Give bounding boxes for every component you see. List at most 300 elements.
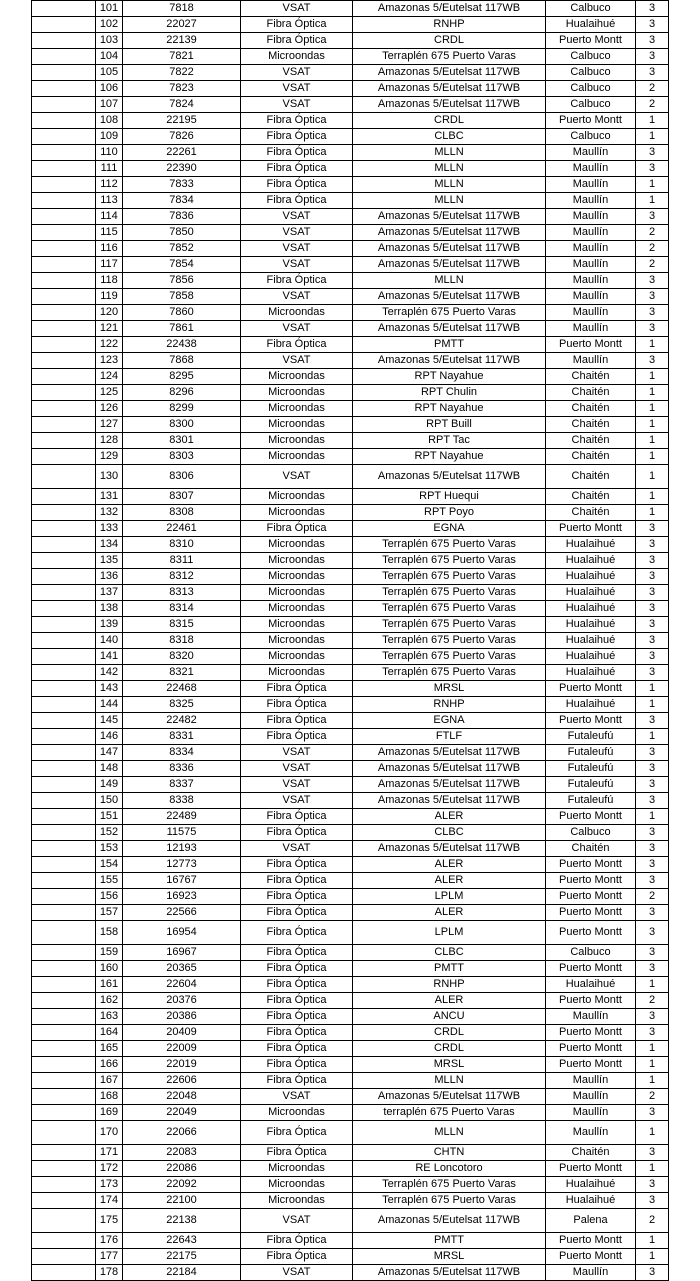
cell-id: 22184 [123, 1265, 241, 1281]
cell-id: 22048 [123, 1089, 241, 1105]
cell-comuna: Chaitén [546, 417, 636, 433]
cell-site: ANCU [353, 1009, 546, 1025]
cell-comuna: Puerto Montt [546, 905, 636, 921]
cell-comuna: Maullín [546, 257, 636, 273]
cell-comuna: Puerto Montt [546, 33, 636, 49]
cell-row-number: 175 [96, 1209, 123, 1233]
cell-id: 22604 [123, 977, 241, 993]
table-row [32, 1073, 669, 1089]
cell-row-number: 157 [96, 905, 123, 921]
cell-id: 7824 [123, 97, 241, 113]
cell-id: 7856 [123, 273, 241, 289]
cell-empty [32, 177, 96, 193]
cell-empty [32, 681, 96, 697]
cell-row-number: 129 [96, 449, 123, 465]
table-body [32, 1, 669, 1281]
table-row [32, 889, 669, 905]
cell-id: 11575 [123, 825, 241, 841]
cell-value: 3 [636, 1145, 669, 1161]
cell-row-number: 173 [96, 1177, 123, 1193]
cell-row-number: 131 [96, 489, 123, 505]
cell-site: Amazonas 5/Eutelsat 117WB [353, 321, 546, 337]
cell-comuna: Puerto Montt [546, 521, 636, 537]
cell-value: 3 [636, 17, 669, 33]
cell-id: 20409 [123, 1025, 241, 1041]
cell-technology: VSAT [241, 225, 353, 241]
table-row [32, 257, 669, 273]
cell-id: 20365 [123, 961, 241, 977]
cell-empty [32, 449, 96, 465]
cell-id: 7852 [123, 241, 241, 257]
table-row [32, 1105, 669, 1121]
cell-value: 3 [636, 65, 669, 81]
cell-row-number: 135 [96, 553, 123, 569]
cell-site: Terraplén 675 Puerto Varas [353, 569, 546, 585]
cell-site: MLLN [353, 1121, 546, 1145]
cell-value: 2 [636, 225, 669, 241]
cell-value: 3 [636, 633, 669, 649]
table-row [32, 697, 669, 713]
cell-comuna: Chaitén [546, 401, 636, 417]
cell-row-number: 112 [96, 177, 123, 193]
cell-value: 1 [636, 1073, 669, 1089]
cell-empty [32, 665, 96, 681]
cell-empty [32, 1121, 96, 1145]
cell-comuna: Calbuco [546, 129, 636, 145]
cell-comuna: Puerto Montt [546, 921, 636, 945]
cell-comuna: Hualaihué [546, 585, 636, 601]
cell-id: 22086 [123, 1161, 241, 1177]
cell-site: Amazonas 5/Eutelsat 117WB [353, 777, 546, 793]
cell-technology: Microondas [241, 505, 353, 521]
cell-site: MLLN [353, 177, 546, 193]
cell-technology: Microondas [241, 585, 353, 601]
cell-row-number: 146 [96, 729, 123, 745]
cell-site: RPT Nayahue [353, 369, 546, 385]
cell-site: MLLN [353, 273, 546, 289]
cell-technology: Microondas [241, 49, 353, 65]
cell-technology: Fibra Óptica [241, 145, 353, 161]
cell-empty [32, 921, 96, 945]
cell-empty [32, 369, 96, 385]
table-row [32, 793, 669, 809]
cell-empty [32, 713, 96, 729]
cell-site: CLBC [353, 825, 546, 841]
cell-comuna: Hualaihué [546, 617, 636, 633]
cell-empty [32, 321, 96, 337]
cell-site: Amazonas 5/Eutelsat 117WB [353, 289, 546, 305]
cell-value: 1 [636, 433, 669, 449]
cell-site: terraplén 675 Puerto Varas [353, 1105, 546, 1121]
cell-site: Amazonas 5/Eutelsat 117WB [353, 81, 546, 97]
cell-value: 3 [636, 305, 669, 321]
cell-site: Terraplén 675 Puerto Varas [353, 553, 546, 569]
cell-comuna: Calbuco [546, 81, 636, 97]
cell-site: Amazonas 5/Eutelsat 117WB [353, 257, 546, 273]
cell-value: 3 [636, 537, 669, 553]
cell-value: 3 [636, 825, 669, 841]
cell-row-number: 150 [96, 793, 123, 809]
cell-comuna: Puerto Montt [546, 681, 636, 697]
cell-site: LPLM [353, 921, 546, 945]
cell-row-number: 132 [96, 505, 123, 521]
cell-value: 3 [636, 569, 669, 585]
cell-technology: Fibra Óptica [241, 129, 353, 145]
cell-site: CLBC [353, 129, 546, 145]
cell-comuna: Puerto Montt [546, 1041, 636, 1057]
cell-value: 3 [636, 665, 669, 681]
cell-value: 2 [636, 1209, 669, 1233]
cell-site: MRSL [353, 681, 546, 697]
cell-site: RPT Nayahue [353, 449, 546, 465]
cell-value: 1 [636, 681, 669, 697]
cell-technology: VSAT [241, 65, 353, 81]
cell-value: 1 [636, 193, 669, 209]
cell-id: 8295 [123, 369, 241, 385]
table-row [32, 241, 669, 257]
cell-site: LPLM [353, 889, 546, 905]
cell-value: 3 [636, 33, 669, 49]
cell-id: 8315 [123, 617, 241, 633]
table-row [32, 569, 669, 585]
cell-site: RNHP [353, 17, 546, 33]
cell-site: Terraplén 675 Puerto Varas [353, 665, 546, 681]
cell-site: Amazonas 5/Eutelsat 117WB [353, 1089, 546, 1105]
cell-value: 1 [636, 465, 669, 489]
cell-empty [32, 489, 96, 505]
cell-value: 2 [636, 1089, 669, 1105]
cell-empty [32, 193, 96, 209]
table-row [32, 777, 669, 793]
table-row [32, 993, 669, 1009]
cell-comuna: Maullín [546, 1009, 636, 1025]
table-row [32, 825, 669, 841]
cell-technology: Microondas [241, 617, 353, 633]
table-row [32, 921, 669, 945]
table-row [32, 761, 669, 777]
table-row [32, 809, 669, 825]
cell-comuna: Maullín [546, 193, 636, 209]
cell-site: Amazonas 5/Eutelsat 117WB [353, 241, 546, 257]
cell-empty [32, 1193, 96, 1209]
table-row [32, 489, 669, 505]
table-row [32, 161, 669, 177]
cell-comuna: Hualaihué [546, 17, 636, 33]
cell-empty [32, 65, 96, 81]
table-row [32, 633, 669, 649]
cell-value: 3 [636, 553, 669, 569]
cell-id: 22049 [123, 1105, 241, 1121]
cell-value: 2 [636, 241, 669, 257]
cell-value: 1 [636, 1041, 669, 1057]
cell-empty [32, 289, 96, 305]
table-row [32, 81, 669, 97]
cell-row-number: 116 [96, 241, 123, 257]
cell-id: 8306 [123, 465, 241, 489]
cell-technology: Fibra Óptica [241, 337, 353, 353]
cell-id: 22139 [123, 33, 241, 49]
cell-id: 7868 [123, 353, 241, 369]
table-row [32, 401, 669, 417]
cell-empty [32, 649, 96, 665]
table-row [32, 857, 669, 873]
cell-empty [32, 745, 96, 761]
table-row [32, 1193, 669, 1209]
cell-site: EGNA [353, 521, 546, 537]
cell-value: 1 [636, 809, 669, 825]
cell-id: 8311 [123, 553, 241, 569]
cell-id: 7850 [123, 225, 241, 241]
cell-value: 3 [636, 761, 669, 777]
cell-empty [32, 1233, 96, 1249]
table-row [32, 129, 669, 145]
cell-row-number: 169 [96, 1105, 123, 1121]
cell-row-number: 167 [96, 1073, 123, 1089]
cell-value: 1 [636, 697, 669, 713]
cell-id: 7826 [123, 129, 241, 145]
cell-id: 16767 [123, 873, 241, 889]
cell-value: 3 [636, 161, 669, 177]
cell-site: Amazonas 5/Eutelsat 117WB [353, 353, 546, 369]
cell-value: 1 [636, 1121, 669, 1145]
cell-row-number: 161 [96, 977, 123, 993]
table-row [32, 65, 669, 81]
cell-id: 22083 [123, 1145, 241, 1161]
table-row [32, 1161, 669, 1177]
cell-empty [32, 97, 96, 113]
cell-row-number: 125 [96, 385, 123, 401]
cell-site: MRSL [353, 1249, 546, 1265]
cell-site: Amazonas 5/Eutelsat 117WB [353, 209, 546, 225]
cell-comuna: Calbuco [546, 97, 636, 113]
cell-empty [32, 33, 96, 49]
cell-comuna: Chaitén [546, 385, 636, 401]
cell-row-number: 119 [96, 289, 123, 305]
cell-value: 2 [636, 889, 669, 905]
cell-id: 22138 [123, 1209, 241, 1233]
cell-row-number: 143 [96, 681, 123, 697]
cell-value: 2 [636, 257, 669, 273]
table-row [32, 585, 669, 601]
cell-id: 22009 [123, 1041, 241, 1057]
cell-technology: Fibra Óptica [241, 921, 353, 945]
cell-row-number: 141 [96, 649, 123, 665]
cell-value: 3 [636, 1177, 669, 1193]
cell-technology: Microondas [241, 537, 353, 553]
cell-technology: VSAT [241, 777, 353, 793]
cell-value: 1 [636, 113, 669, 129]
table-row [32, 601, 669, 617]
cell-empty [32, 1249, 96, 1265]
cell-comuna: Puerto Montt [546, 1057, 636, 1073]
cell-id: 7821 [123, 49, 241, 65]
cell-technology: VSAT [241, 97, 353, 113]
cell-empty [32, 353, 96, 369]
cell-empty [32, 761, 96, 777]
table-row [32, 1249, 669, 1265]
cell-value: 1 [636, 401, 669, 417]
cell-comuna: Maullín [546, 161, 636, 177]
cell-technology: VSAT [241, 1, 353, 17]
cell-empty [32, 825, 96, 841]
cell-technology: Fibra Óptica [241, 1009, 353, 1025]
cell-technology: VSAT [241, 321, 353, 337]
cell-row-number: 109 [96, 129, 123, 145]
cell-site: Amazonas 5/Eutelsat 117WB [353, 745, 546, 761]
cell-technology: Fibra Óptica [241, 977, 353, 993]
cell-id: 20376 [123, 993, 241, 1009]
cell-technology: Fibra Óptica [241, 809, 353, 825]
cell-technology: Fibra Óptica [241, 945, 353, 961]
table-row [32, 449, 669, 465]
cell-site: MLLN [353, 145, 546, 161]
cell-empty [32, 145, 96, 161]
cell-comuna: Maullín [546, 241, 636, 257]
cell-technology: Microondas [241, 1105, 353, 1121]
cell-comuna: Futaleufú [546, 729, 636, 745]
cell-id: 7834 [123, 193, 241, 209]
cell-empty [32, 993, 96, 1009]
cell-technology: Microondas [241, 601, 353, 617]
table-row [32, 1, 669, 17]
cell-value: 3 [636, 745, 669, 761]
cell-row-number: 151 [96, 809, 123, 825]
cell-comuna: Futaleufú [546, 777, 636, 793]
table-row [32, 1233, 669, 1249]
cell-row-number: 155 [96, 873, 123, 889]
cell-technology: VSAT [241, 793, 353, 809]
cell-technology: Microondas [241, 553, 353, 569]
cell-comuna: Puerto Montt [546, 857, 636, 873]
cell-site: RPT Tac [353, 433, 546, 449]
cell-empty [32, 1089, 96, 1105]
table-row [32, 417, 669, 433]
cell-value: 1 [636, 977, 669, 993]
cell-site: Amazonas 5/Eutelsat 117WB [353, 225, 546, 241]
cell-comuna: Hualaihué [546, 633, 636, 649]
cell-id: 7833 [123, 177, 241, 193]
cell-id: 22390 [123, 161, 241, 177]
cell-id: 22489 [123, 809, 241, 825]
cell-comuna: Maullín [546, 145, 636, 161]
cell-id: 8338 [123, 793, 241, 809]
cell-empty [32, 1145, 96, 1161]
table-row [32, 873, 669, 889]
cell-row-number: 124 [96, 369, 123, 385]
cell-empty [32, 305, 96, 321]
table-row [32, 521, 669, 537]
cell-row-number: 174 [96, 1193, 123, 1209]
cell-value: 1 [636, 1249, 669, 1265]
cell-comuna: Maullín [546, 1121, 636, 1145]
cell-comuna: Hualaihué [546, 977, 636, 993]
cell-empty [32, 273, 96, 289]
cell-id: 8334 [123, 745, 241, 761]
cell-id: 22643 [123, 1233, 241, 1249]
cell-comuna: Palena [546, 1209, 636, 1233]
cell-empty [32, 553, 96, 569]
table-row [32, 369, 669, 385]
cell-technology: VSAT [241, 241, 353, 257]
cell-comuna: Hualaihué [546, 569, 636, 585]
cell-technology: Fibra Óptica [241, 1041, 353, 1057]
cell-empty [32, 113, 96, 129]
cell-row-number: 108 [96, 113, 123, 129]
cell-comuna: Puerto Montt [546, 337, 636, 353]
cell-comuna: Maullín [546, 1105, 636, 1121]
cell-row-number: 110 [96, 145, 123, 161]
cell-id: 22100 [123, 1193, 241, 1209]
cell-value: 3 [636, 905, 669, 921]
cell-id: 7858 [123, 289, 241, 305]
cell-row-number: 165 [96, 1041, 123, 1057]
table-row [32, 537, 669, 553]
cell-technology: Microondas [241, 665, 353, 681]
cell-technology: Fibra Óptica [241, 713, 353, 729]
cell-value: 3 [636, 713, 669, 729]
cell-id: 8299 [123, 401, 241, 417]
cell-row-number: 113 [96, 193, 123, 209]
cell-row-number: 148 [96, 761, 123, 777]
cell-technology: Microondas [241, 449, 353, 465]
table-row [32, 841, 669, 857]
cell-comuna: Puerto Montt [546, 873, 636, 889]
cell-empty [32, 889, 96, 905]
cell-comuna: Maullín [546, 1265, 636, 1281]
cell-technology: Microondas [241, 569, 353, 585]
cell-value: 3 [636, 209, 669, 225]
cell-row-number: 107 [96, 97, 123, 113]
table-row [32, 945, 669, 961]
cell-site: CRDL [353, 33, 546, 49]
cell-value: 1 [636, 385, 669, 401]
table-row [32, 113, 669, 129]
cell-id: 16967 [123, 945, 241, 961]
cell-empty [32, 585, 96, 601]
cell-technology: Fibra Óptica [241, 993, 353, 1009]
cell-id: 22027 [123, 17, 241, 33]
table-row [32, 665, 669, 681]
cell-comuna: Puerto Montt [546, 1025, 636, 1041]
table-row [32, 1057, 669, 1073]
sites-table [31, 0, 669, 1281]
cell-comuna: Calbuco [546, 49, 636, 65]
cell-id: 22261 [123, 145, 241, 161]
cell-comuna: Hualaihué [546, 537, 636, 553]
cell-comuna: Futaleufú [546, 761, 636, 777]
cell-empty [32, 241, 96, 257]
cell-value: 1 [636, 417, 669, 433]
cell-technology: VSAT [241, 1265, 353, 1281]
cell-value: 3 [636, 289, 669, 305]
cell-comuna: Chaitén [546, 1145, 636, 1161]
table-row [32, 465, 669, 489]
cell-technology: Fibra Óptica [241, 33, 353, 49]
cell-site: Amazonas 5/Eutelsat 117WB [353, 1209, 546, 1233]
cell-id: 22066 [123, 1121, 241, 1145]
cell-comuna: Maullín [546, 177, 636, 193]
cell-id: 8308 [123, 505, 241, 521]
cell-comuna: Puerto Montt [546, 889, 636, 905]
cell-value: 3 [636, 1009, 669, 1025]
cell-technology: VSAT [241, 209, 353, 225]
cell-site: Terraplén 675 Puerto Varas [353, 585, 546, 601]
cell-id: 22566 [123, 905, 241, 921]
table-row [32, 49, 669, 65]
table-row [32, 713, 669, 729]
cell-value: 3 [636, 145, 669, 161]
cell-id: 7822 [123, 65, 241, 81]
